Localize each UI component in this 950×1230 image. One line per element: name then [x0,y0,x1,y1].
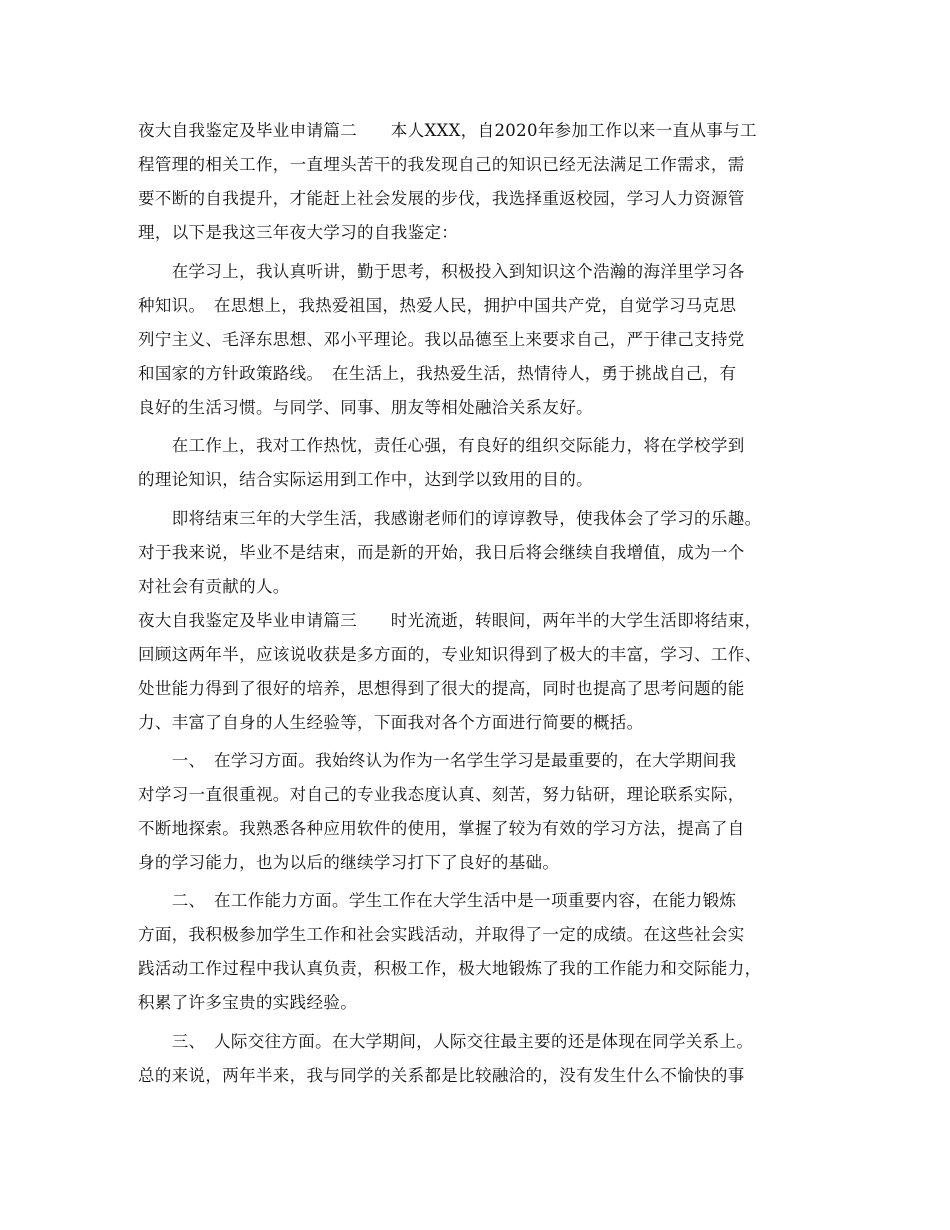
text-line: 对于我来说，毕业不是结束，而是新的开始，我日后将会继续自我增值，成为一个 [138,543,745,562]
text-line: 程管理的相关工作，一直埋头苦干的我发现自己的知识已经无法满足工作需求，需 [138,155,745,174]
text-line: 在工作上，我对工作热忱，责任心强，有良好的组织交际能力，将在学校学到 [138,436,745,455]
text-line: 身的学习能力，也为以后的继续学习打下了良好的基础。 [138,853,560,872]
text-line: 对学习一直很重视。对自己的专业我态度认真、刻苦，努力钻研，理论联系实际， [138,785,745,804]
text-line: 夜大自我鉴定及毕业申请篇二 本人XXX，自2020年参加工作以来一直从事与工 [138,121,757,140]
text-line: 回顾这两年半，应该说收获是多方面的，专业知识得到了极大的丰富，学习、工作、 [138,645,762,664]
text-line: 列宁主义、毛泽东思想、邓小平理论。我以品德至上来要求自己，严于律己支持党 [138,330,745,349]
text-line: 要不断的自我提升，才能赶上社会发展的步伐，我选择重返校园，学习人力资源管 [138,189,745,208]
text-line: 总的来说，两年半来，我与同学的关系都是比较融洽的，没有发生什么不愉快的事 [138,1066,745,1085]
text-line: 夜大自我鉴定及毕业申请篇三 时光流逝，转眼间，两年半的大学生活即将结束， [138,611,762,630]
text-line: 处世能力得到了很好的培养，思想得到了很大的提高，同时也提高了思考问题的能 [138,679,745,698]
text-line: 即将结束三年的大学生活，我感谢老师们的谆谆教导，使我体会了学习的乐趣。 [138,509,762,528]
text-line: 二、 在工作能力方面。学生工作在大学生活中是一项重要内容，在能力锻炼 [138,891,737,910]
text-line: 方面，我积极参加学生工作和社会实践活动，并取得了一定的成绩。在这些社会实 [138,925,745,944]
text-line: 力、丰富了自身的人生经验等，下面我对各个方面进行简要的概括。 [138,713,644,732]
text-line: 一、 在学习方面。我始终认为作为一名学生学习是最重要的，在大学期间我 [138,751,737,770]
text-line: 对社会有贡献的人。 [138,577,290,596]
text-line: 理，以下是我这三年夜大学习的自我鉴定： [138,223,459,242]
text-line: 良好的生活习惯。与同学、同事、朋友等相处融洽关系友好。 [138,398,593,417]
text-line: 的理论知识，结合实际运用到工作中，达到学以致用的目的。 [138,470,593,489]
text-line: 三、 人际交往方面。在大学期间，人际交往最主要的还是体现在同学关系上。 [138,1032,754,1051]
text-line: 在学习上，我认真听讲，勤于思考，积极投入到知识这个浩瀚的海洋里学习各 [138,262,745,281]
text-line: 践活动工作过程中我认真负责，积极工作，极大地锻炼了我的工作能力和交际能力， [138,959,762,978]
text-line: 不断地探索。我熟悉各种应用软件的使用，掌握了较为有效的学习方法，提高了自 [138,819,745,838]
text-line: 种知识。 在思想上，我热爱祖国，热爱人民，拥护中国共产党，自觉学习马克思 [138,296,737,315]
text-line: 和国家的方针政策路线。 在生活上，我热爱生活，热情待人，勇于挑战自己，有 [138,364,737,383]
text-line: 积累了许多宝贵的实践经验。 [138,993,358,1012]
